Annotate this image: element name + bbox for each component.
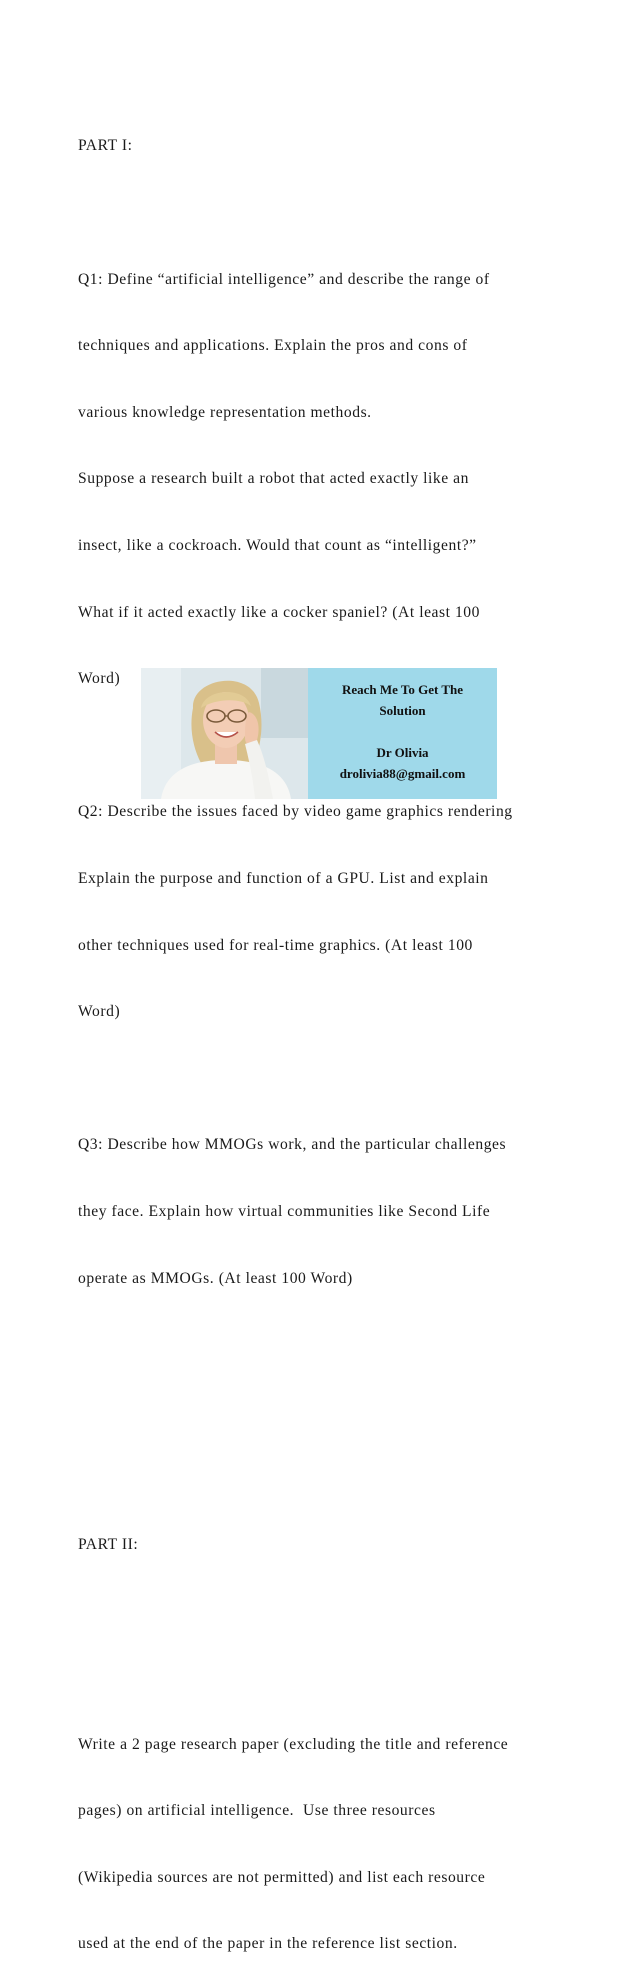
contact-info-panel [308,668,497,799]
contact-ad-banner [141,668,497,799]
blank-line [78,1068,578,1090]
document-body [78,91,578,1978]
ad-headline-line-2: Solution [379,703,426,718]
ad-headline-line-1: Reach Me To Get The [341,682,464,697]
q1-text-line: techniques and applications. Explain the pros and cons of [78,337,468,355]
part-2-text-line: (Wikipedia sources are not permitted) and list each resource [78,1868,486,1886]
q3-text-line: they face. Explain how virtual communities like Second Life [78,1202,491,1220]
q1-text-line: What if it acted exactly like a cocker spaniel? (At least 100 [78,603,481,621]
ad-contact [308,742,497,784]
q1-text-line: insect, like a cockroach. Would that count as “intelligent?” [78,536,477,554]
section-heading-part-1: PART I: [78,137,133,155]
portrait-photo [141,668,308,799]
blank-line [78,202,578,224]
part-2-text-line: used at the end of the paper in the reference list section. [78,1935,458,1953]
blank-line [78,1667,578,1689]
section-heading-part-2: PART II: [78,1535,139,1553]
q2-text-line: Explain the purpose and function of a GPU. List and explain [78,869,489,887]
q1-text-line: various knowledge representation methods. [78,403,372,421]
part-2-text-line: Write a 2 page research paper (excluding the title and reference [78,1735,509,1753]
ad-headline [308,679,497,721]
q1-text-line: Q1: Define “artificial intelligence” and describe the range of [78,270,490,288]
q1-text-line: Suppose a research built a robot that acted exactly like an [78,470,469,488]
blank-line [78,1334,578,1356]
ad-contact-name: Dr Olivia [376,745,429,760]
blank-line [78,1600,578,1622]
q2-text-line: other techniques used for real-time graphics. (At least 100 [78,936,473,954]
q2-text-line: Q2: Describe the issues faced by video game graphics rendering [78,803,513,821]
q1-text-line: Word) [78,670,121,688]
q3-text-line: operate as MMOGs. (At least 100 Word) [78,1269,353,1287]
ad-contact-email: drolivia88@gmail.com [339,766,466,781]
blank-line [78,1401,578,1423]
q2-text-line: Word) [78,1003,121,1021]
part-2-text-line: pages) on artificial intelligence. Use three resources [78,1802,436,1820]
woman-portrait-illustration [141,668,308,799]
q3-text-line: Q3: Describe how MMOGs work, and the particular challenges [78,1136,507,1154]
blank-line [78,1467,578,1489]
